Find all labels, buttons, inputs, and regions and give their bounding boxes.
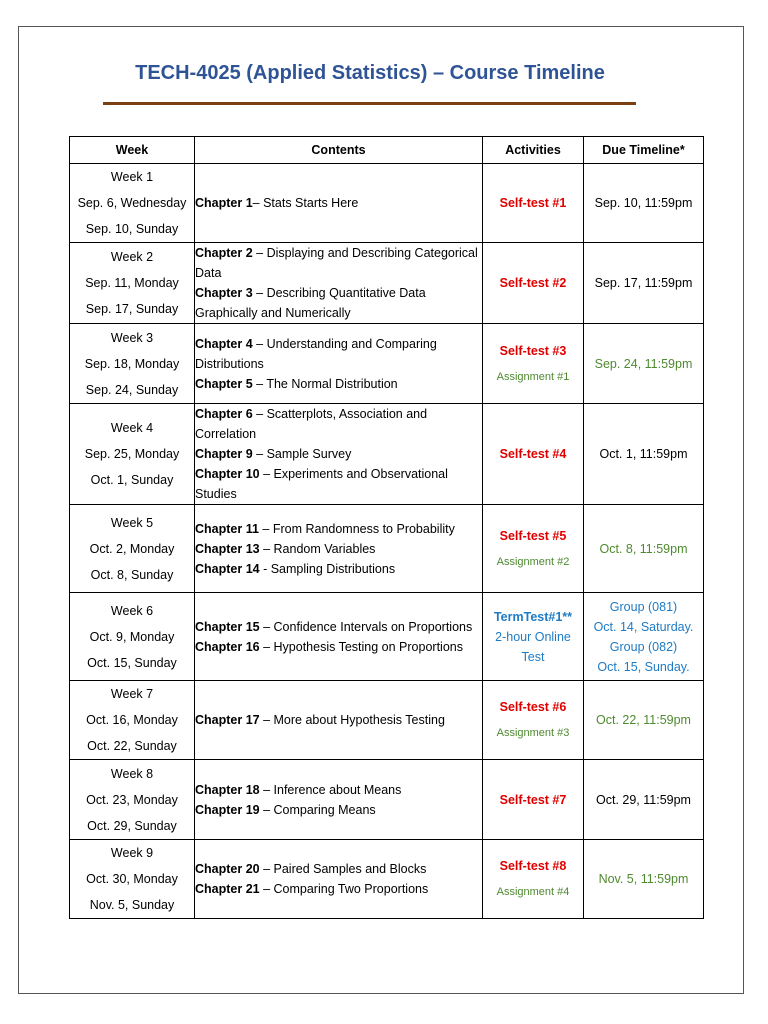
contents-cell [195, 760, 483, 840]
chapter-title: Sample Survey [266, 447, 352, 461]
chapter-separator: – [252, 407, 267, 421]
week-cell [70, 760, 195, 840]
week-label: Week 6 [110, 603, 154, 618]
activities-cell [483, 164, 584, 243]
activities-cell [483, 760, 584, 840]
assignment-label: Assignment #4 [496, 886, 570, 898]
chapter-entry [195, 617, 482, 637]
due-date: Sep. 17, 11:59pm [594, 276, 693, 290]
activities-cell [483, 840, 584, 919]
week-start-date: Oct. 16, Monday [86, 713, 178, 727]
chapter-entry [195, 404, 482, 444]
chapter-entry [195, 879, 482, 899]
contents-cell [195, 505, 483, 593]
week-start-date: Oct. 23, Monday [86, 792, 178, 807]
title-underline [103, 102, 636, 105]
chapter-number: Chapter 3 [195, 286, 253, 300]
chapter-entry [195, 800, 482, 820]
chapter-entry [195, 859, 482, 879]
week-cell [70, 404, 195, 505]
chapter-separator: – [252, 286, 267, 300]
contents-cell [195, 404, 483, 505]
chapter-number: Chapter 10 [195, 467, 260, 481]
week-cell [70, 681, 195, 760]
chapter-number: Chapter 14 [195, 561, 260, 576]
chapter-entry [195, 334, 482, 374]
chapter-separator: – [259, 467, 274, 481]
week-end-date: Nov. 5, Sunday [89, 898, 175, 912]
chapter-title: Hypothesis Testing on Proportions [273, 639, 463, 654]
chapter-number: Chapter 21 [195, 882, 260, 896]
activities-cell [483, 681, 584, 760]
contents-cell [195, 324, 483, 404]
table-row [70, 505, 704, 593]
chapter-separator: – [252, 336, 267, 351]
chapter-entry [195, 519, 482, 539]
week-label: Week 9 [110, 846, 154, 860]
activities-cell [483, 243, 584, 324]
week-start-date: Sep. 25, Monday [84, 447, 180, 461]
chapter-title: Understanding and Comparing Distributions [195, 336, 437, 371]
week-start-date: Oct. 2, Monday [89, 541, 175, 556]
week-end-date: Oct. 29, Sunday [87, 818, 177, 833]
week-cell [70, 593, 195, 681]
week-end-date: Sep. 17, Sunday [85, 302, 179, 316]
chapter-separator: – [259, 862, 274, 876]
due-date: Nov. 5, 11:59pm [598, 872, 689, 886]
page-title: TECH-4025 (Applied Statistics) – Course Timeline [135, 62, 605, 84]
week-label: Week 5 [110, 515, 154, 530]
chapter-number: Chapter 4 [195, 336, 253, 351]
due-timeline-cell [584, 404, 704, 505]
chapter-number: Chapter 18 [195, 782, 260, 797]
due-date: Oct. 1, 11:59pm [599, 447, 688, 461]
chapter-separator: – [259, 713, 274, 727]
header-due-timeline: Due Timeline* [584, 137, 704, 164]
activities-cell [483, 324, 584, 404]
chapter-number: Chapter 1 [195, 196, 253, 210]
due-date: Oct. 8, 11:59pm [599, 541, 688, 556]
week-cell [70, 324, 195, 404]
chapter-number: Chapter 20 [195, 862, 260, 876]
chapter-entry [195, 243, 482, 283]
week-label: Week 4 [110, 421, 154, 435]
contents-cell [195, 840, 483, 919]
chapter-entry [195, 710, 482, 730]
due-line: Oct. 15, Sunday. [597, 659, 690, 674]
table-row [70, 760, 704, 840]
week-end-date: Oct. 8, Sunday [90, 567, 174, 582]
due-line: Oct. 14, Saturday. [593, 619, 694, 634]
chapter-number: Chapter 13 [195, 541, 260, 556]
chapter-number: Chapter 15 [195, 619, 260, 634]
chapter-title: Inference about Means [273, 782, 402, 797]
chapter-entry [195, 464, 482, 504]
term-test-name: TermTest#1** [493, 609, 573, 624]
chapter-separator: - [259, 561, 271, 576]
chapter-separator: – [259, 541, 274, 556]
chapter-title: Comparing Means [273, 802, 376, 817]
contents-cell [195, 681, 483, 760]
chapter-number: Chapter 2 [195, 246, 253, 260]
chapter-separator: – [258, 521, 273, 536]
self-test-label: Self-test #6 [499, 700, 567, 714]
week-label: Week 2 [110, 250, 154, 264]
due-timeline-cell [584, 324, 704, 404]
header-week: Week [70, 137, 195, 164]
chapter-entry [195, 539, 482, 559]
assignment-label: Assignment #3 [496, 727, 570, 739]
chapter-number: Chapter 19 [195, 802, 260, 817]
due-timeline-cell [584, 505, 704, 593]
due-line: Group (082) [609, 639, 678, 654]
header-activities: Activities [483, 137, 584, 164]
chapter-title: Random Variables [273, 541, 376, 556]
chapter-entry [195, 637, 482, 657]
chapter-title: Stats Starts Here [263, 196, 359, 210]
due-timeline-cell [584, 164, 704, 243]
table-row [70, 681, 704, 760]
week-cell [70, 505, 195, 593]
chapter-separator: – [259, 782, 274, 797]
self-test-label: Self-test #4 [499, 447, 567, 461]
chapter-separator: – [252, 246, 267, 260]
table-row [70, 164, 704, 243]
chapter-number: Chapter 11 [195, 521, 259, 536]
self-test-label: Self-test #3 [499, 343, 567, 358]
week-cell [70, 840, 195, 919]
chapter-title: Experiments and Observational Studies [195, 467, 448, 501]
due-date: Oct. 29, 11:59pm [596, 792, 691, 807]
week-label: Week 1 [110, 170, 154, 184]
chapter-number: Chapter 6 [195, 407, 253, 421]
week-end-date: Sep. 10, Sunday [85, 222, 179, 236]
week-start-date: Sep. 18, Monday [84, 356, 180, 371]
chapter-title: The Normal Distribution [266, 376, 398, 391]
week-start-date: Oct. 9, Monday [89, 629, 175, 644]
table-row [70, 324, 704, 404]
self-test-label: Self-test #1 [499, 196, 567, 210]
chapter-entry [195, 444, 482, 464]
chapter-title: Comparing Two Proportions [273, 882, 429, 896]
header-contents: Contents [195, 137, 483, 164]
activities-cell [483, 404, 584, 505]
assignment-label: Assignment #2 [496, 555, 570, 568]
chapter-number: Chapter 5 [195, 376, 253, 391]
week-start-date: Oct. 30, Monday [86, 872, 178, 886]
activities-cell [483, 505, 584, 593]
chapter-title: Paired Samples and Blocks [273, 862, 427, 876]
week-label: Week 3 [110, 330, 154, 345]
week-end-date: Sep. 24, Sunday [85, 382, 179, 397]
chapter-number: Chapter 9 [195, 447, 253, 461]
table-header-row [70, 137, 704, 164]
term-test-detail: 2-hour Online [495, 629, 571, 644]
chapter-title: Scatterplots, Association and Correlation [195, 407, 428, 441]
chapter-separator: – [252, 447, 267, 461]
chapter-entry [195, 780, 482, 800]
self-test-label: Self-test #5 [499, 528, 567, 543]
due-timeline-cell [584, 681, 704, 760]
contents-cell [195, 243, 483, 324]
chapter-separator: – [259, 619, 274, 634]
week-start-date: Sep. 6, Wednesday [77, 196, 187, 210]
due-date: Oct. 22, 11:59pm [596, 713, 691, 727]
self-test-label: Self-test #2 [499, 276, 567, 290]
table-row [70, 404, 704, 505]
due-timeline-cell [584, 243, 704, 324]
due-timeline-cell [584, 593, 704, 681]
chapter-separator: – [252, 196, 264, 210]
chapter-entry [195, 374, 482, 394]
chapter-entry [195, 559, 482, 579]
contents-cell [195, 164, 483, 243]
chapter-title: Sampling Distributions [270, 561, 396, 576]
chapter-title: From Randomness to Probability [272, 521, 455, 536]
chapter-title: Describing Quantitative Data Graphically and Numerically [195, 286, 426, 320]
assignment-label: Assignment #1 [496, 370, 570, 383]
chapter-separator: – [259, 639, 274, 654]
chapter-title: Displaying and Describing Categorical Data [195, 246, 478, 280]
due-date: Sep. 24, 11:59pm [594, 356, 693, 371]
chapter-separator: – [252, 376, 267, 391]
due-date: Sep. 10, 11:59pm [594, 196, 693, 210]
term-test-detail: Test [521, 649, 545, 664]
chapter-number: Chapter 16 [195, 639, 260, 654]
contents-cell [195, 593, 483, 681]
week-end-date: Oct. 15, Sunday [87, 655, 177, 670]
week-end-date: Oct. 1, Sunday [90, 473, 174, 487]
chapter-entry [195, 193, 482, 213]
activities-cell [483, 593, 584, 681]
chapter-separator: – [259, 882, 274, 896]
week-cell [70, 243, 195, 324]
chapter-entry [195, 283, 482, 323]
due-line: Group (081) [609, 599, 678, 614]
chapter-number: Chapter 17 [195, 713, 260, 727]
self-test-label: Self-test #7 [499, 792, 567, 807]
chapter-separator: – [259, 802, 274, 817]
week-label: Week 7 [110, 687, 154, 701]
table-row [70, 243, 704, 324]
chapter-title: More about Hypothesis Testing [273, 713, 445, 727]
due-timeline-cell [584, 760, 704, 840]
week-cell [70, 164, 195, 243]
course-timeline-table [69, 136, 704, 919]
self-test-label: Self-test #8 [499, 859, 567, 873]
week-end-date: Oct. 22, Sunday [87, 739, 177, 753]
table-row [70, 840, 704, 919]
week-start-date: Sep. 11, Monday [85, 276, 179, 290]
due-timeline-cell [584, 840, 704, 919]
chapter-title: Confidence Intervals on Proportions [273, 619, 473, 634]
table-row [70, 593, 704, 681]
week-label: Week 8 [110, 766, 154, 781]
